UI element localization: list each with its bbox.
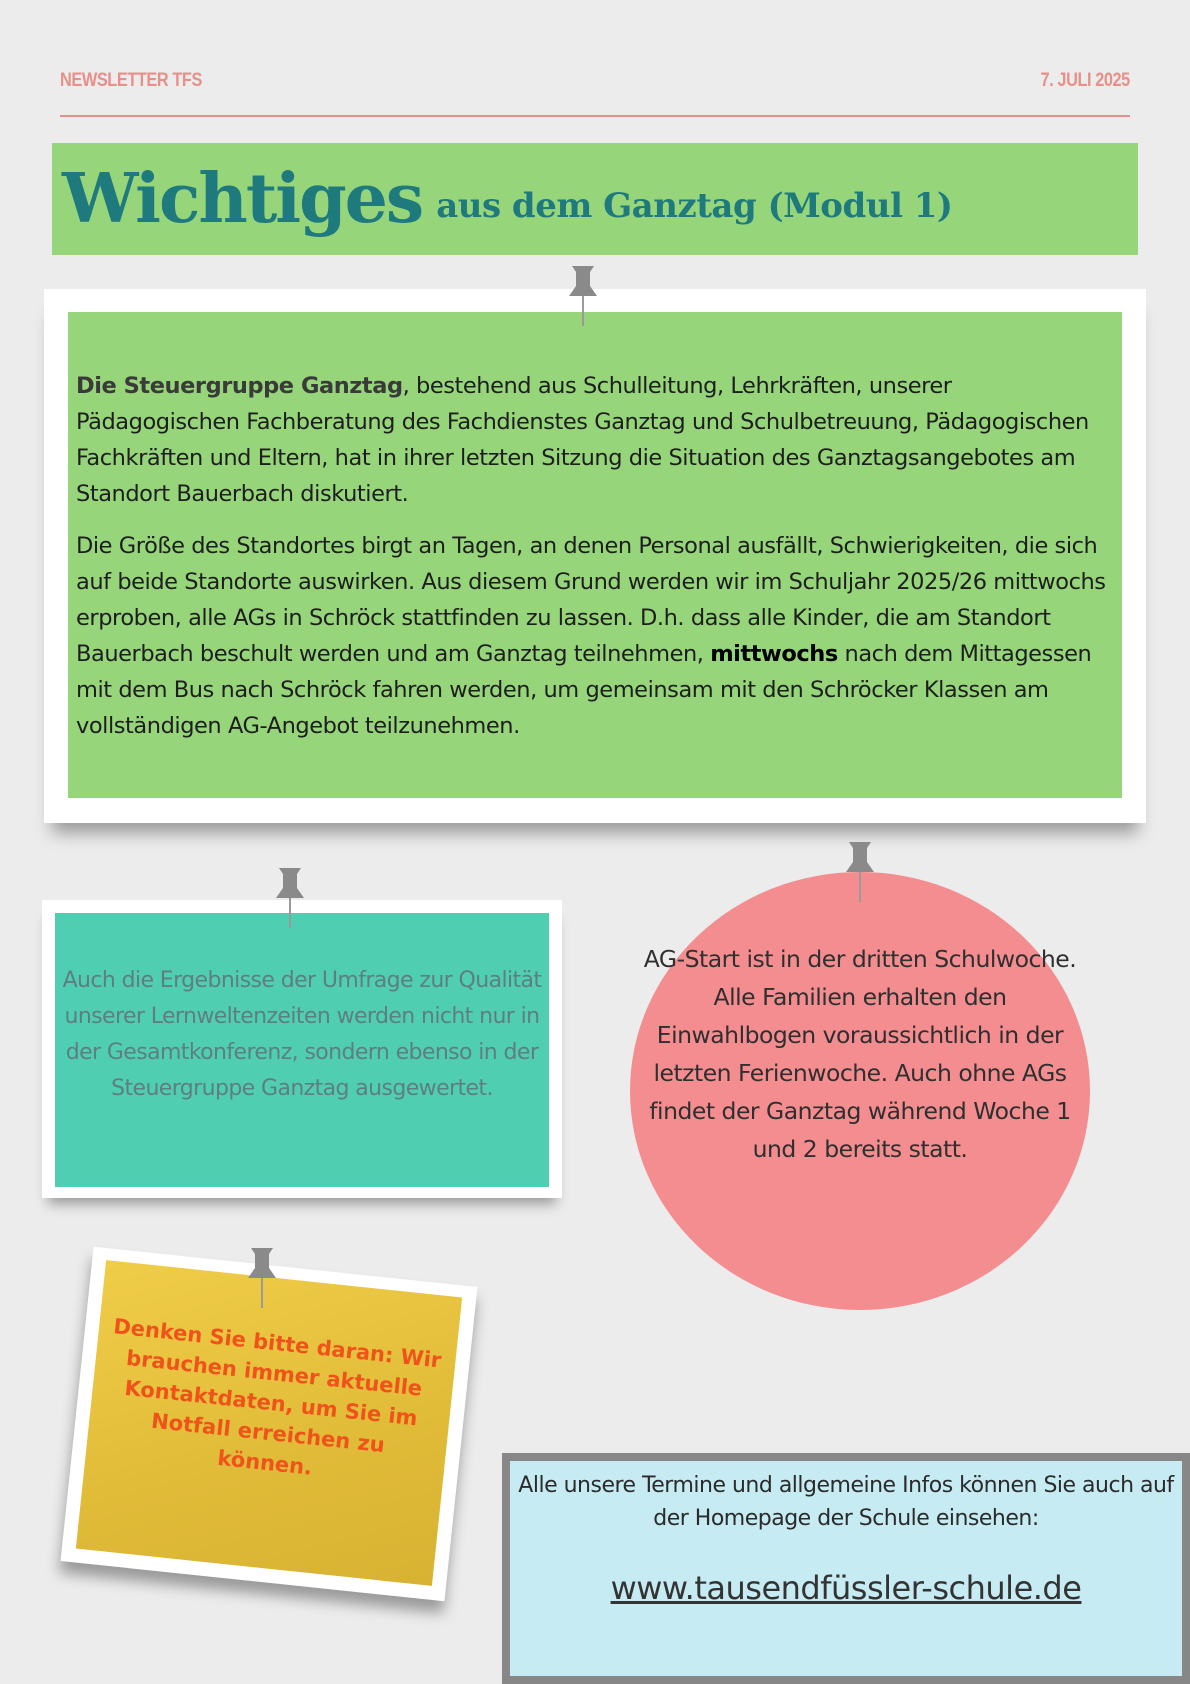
newsletter-date: 7. JULI 2025 [1040, 70, 1130, 91]
pushpin-icon [275, 868, 305, 930]
pushpin-icon [568, 266, 598, 328]
info-box [510, 1461, 1182, 1676]
wednesday-emphasis: mittwochs [710, 641, 838, 667]
main-paragraph-1 [76, 368, 1114, 512]
ag-start-text: AG-Start ist in der dritten Schulwoche. Alle Familien erhalten den Einwahlbogen voraussichtlich in der letzten Ferienwoche. Auch ohne AGs findet der Ganztag während Woche 1 und 2 bereits statt. [643, 945, 1077, 1163]
main-card [68, 312, 1122, 798]
pushpin-icon [845, 842, 875, 904]
sticky-note-text: Denken Sie bitte daran: Wir brauchen immer aktuelle Kontaktdaten, um Sie im Notfall erreichen zu können. [112, 1314, 443, 1480]
newsletter-label: NEWSLETTER TFS [60, 70, 202, 91]
pushpin-icon [247, 1248, 277, 1310]
main-paragraph-1-text: , bestehend aus Schulleitung, Lehrkräften, unserer Pädagogischen Fachberatung des Fachdienstes Ganztag und Schulbetreuung, Pädagogischen Fachkräften und Eltern, hat in ihrer letzten Sitzung die Situation des Ganztagsangebotes am Standort Bauerbach diskutiert. [76, 373, 1089, 507]
ag-start-circle [630, 872, 1090, 1310]
page-title: Wichtiges [62, 159, 423, 239]
header-divider [60, 115, 1130, 117]
survey-card-text: Auch die Ergebnisse der Umfrage zur Qualität unserer Lernweltenzeiten werden nicht nur in der Gesamtkonferenz, sondern ebenso in der Steuergruppe Ganztag ausgewertet. [62, 968, 542, 1101]
info-box-text: Alle unsere Termine und allgemeine Infos können Sie auch auf der Homepage der Schule einsehen: [518, 1473, 1174, 1531]
survey-card [55, 913, 549, 1187]
page-subtitle: aus dem Ganztag (Modul 1) [436, 186, 953, 226]
main-paragraph-2 [76, 528, 1114, 744]
title-banner [52, 143, 1138, 255]
homepage-link[interactable]: www.tausendfüssler-schule.de [610, 1569, 1082, 1607]
steering-group-heading: Die Steuergruppe Ganztag [76, 373, 403, 399]
main-paragraph-2-text-a: Die Größe des Standortes birgt an Tagen, an denen Personal ausfällt, Schwierigkeiten, die sich auf beide Standorte auswirken. Aus diesem Grund werden wir im Schuljahr 2025/26 mittwochs erproben, alle AGs in Schröck stattfinden zu lassen. D.h. dass alle Kinder, die am Standort Bauerbach beschult werden und am Ganztag teilnehmen, [76, 533, 1106, 667]
main-paragraph-2-text-b: nach dem Mittagessen mit dem Bus nach Schröck fahren werden, um gemeinsam mit den Schröcker Klassen am vollständigen AG-Angebot teilzunehmen. [76, 641, 1092, 739]
